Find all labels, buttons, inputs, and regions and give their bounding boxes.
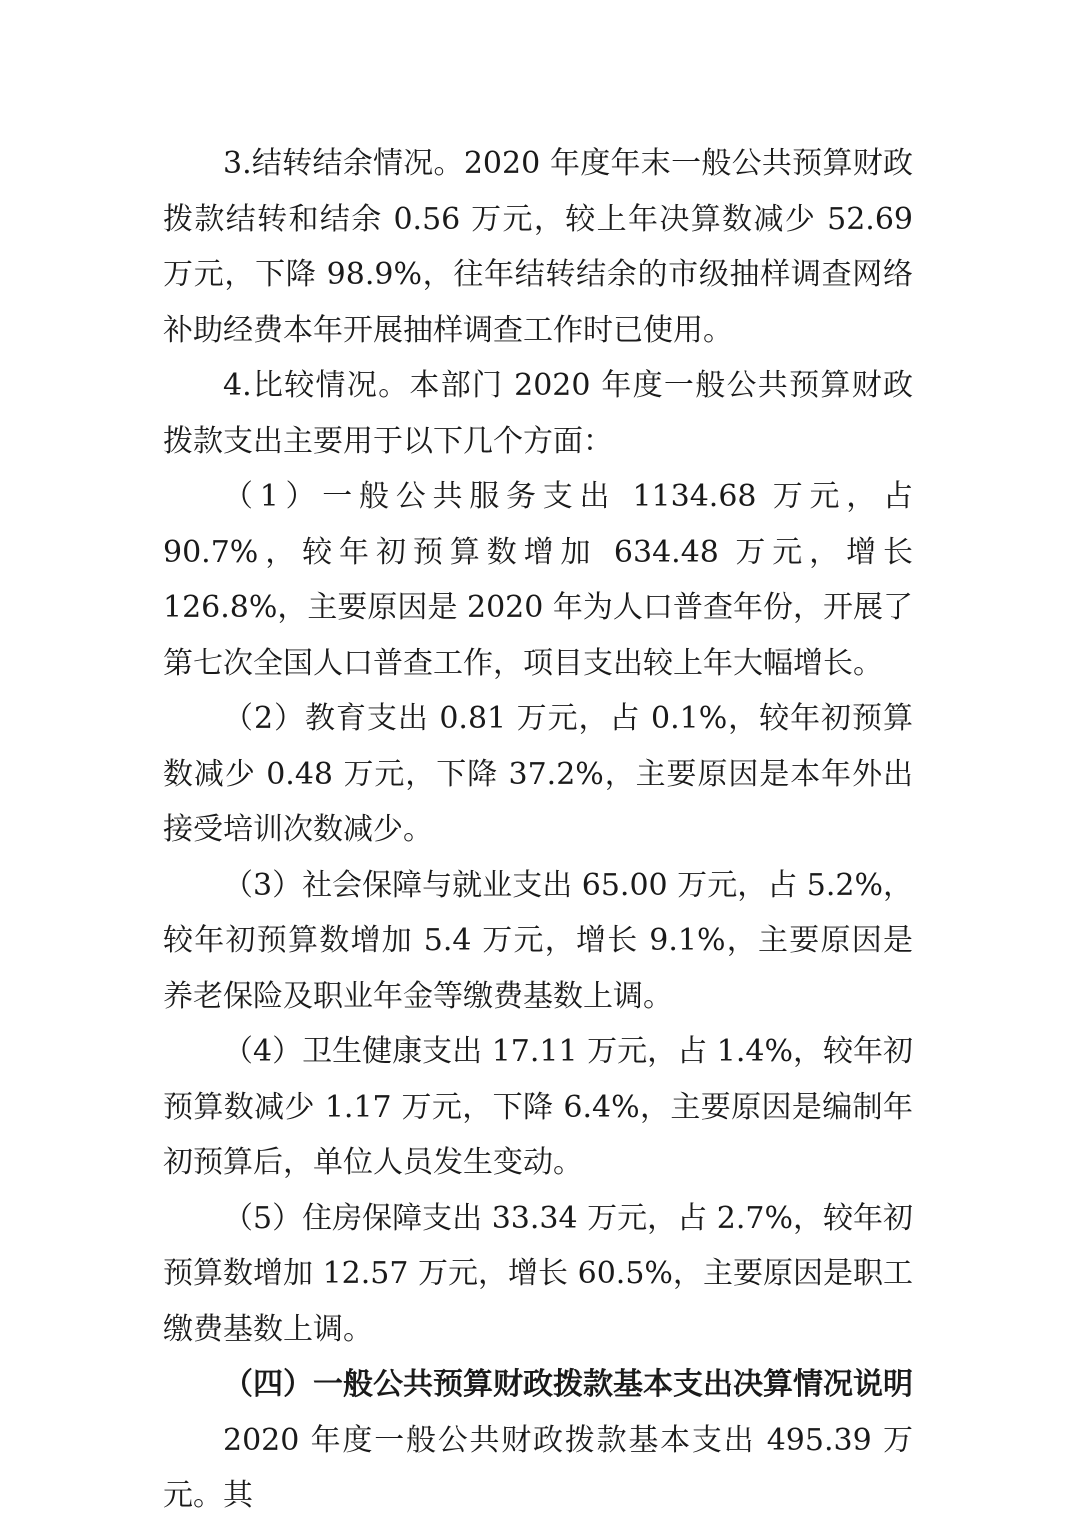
paragraph-basic-expenditure: 2020 年度一般公共财政拨款基本支出 495.39 万元。其 (163, 1422, 913, 1513)
paragraph-housing: （5）住房保障支出 33.34 万元，占 2.7%，较年初预算数增加 12.57 万元，增长 60.5%，主要原因是职工缴费基数上调。 (163, 1200, 913, 1347)
section-heading-basic-expenditure: （四）一般公共预算财政拨款基本支出决算情况说明 (223, 1367, 913, 1402)
paragraph-carryover-balance: 3.结转结余情况。2020 年度年末一般公共预算财政拨款结转和结余 0.56 万元，较上年决算数减少 52.69 万元，下降 98.9%，往年结转结余的市级抽样调查网络补助经费本年开展抽样调查工作时已使用。 (163, 146, 913, 348)
paragraph-education: （2）教育支出 0.81 万元，占 0.1%，较年初预算数减少 0.48 万元，下降 37.2%，主要原因是本年外出接受培训次数减少。 (163, 701, 913, 847)
paragraph-health: （4）卫生健康支出 17.11 万元，占 1.4%，较年初预算数减少 1.17 万元，下降 6.4%，主要原因是编制年初预算后，单位人员发生变动。 (163, 1034, 913, 1180)
paragraph-general-public-services: （1）一般公共服务支出 1134.68 万元，占 90.7%，较年初预算数增加 634.48 万元，增长 126.8%，主要原因是 2020 年为人口普查年份，开展了第七次全国人口普查工作，项目支出较上年大幅增长。 (163, 479, 913, 681)
paragraph-comparison: 4.比较情况。本部门 2020 年度一般公共预算财政拨款支出主要用于以下几个方面： (163, 368, 913, 459)
paragraph-social-security: （3）社会保障与就业支出 65.00 万元，占 5.2%，较年初预算数增加 5.4 万元，增长 9.1%，主要原因是养老保险及职业年金等缴费基数上调。 (163, 867, 913, 1014)
document-body (163, 136, 913, 1524)
